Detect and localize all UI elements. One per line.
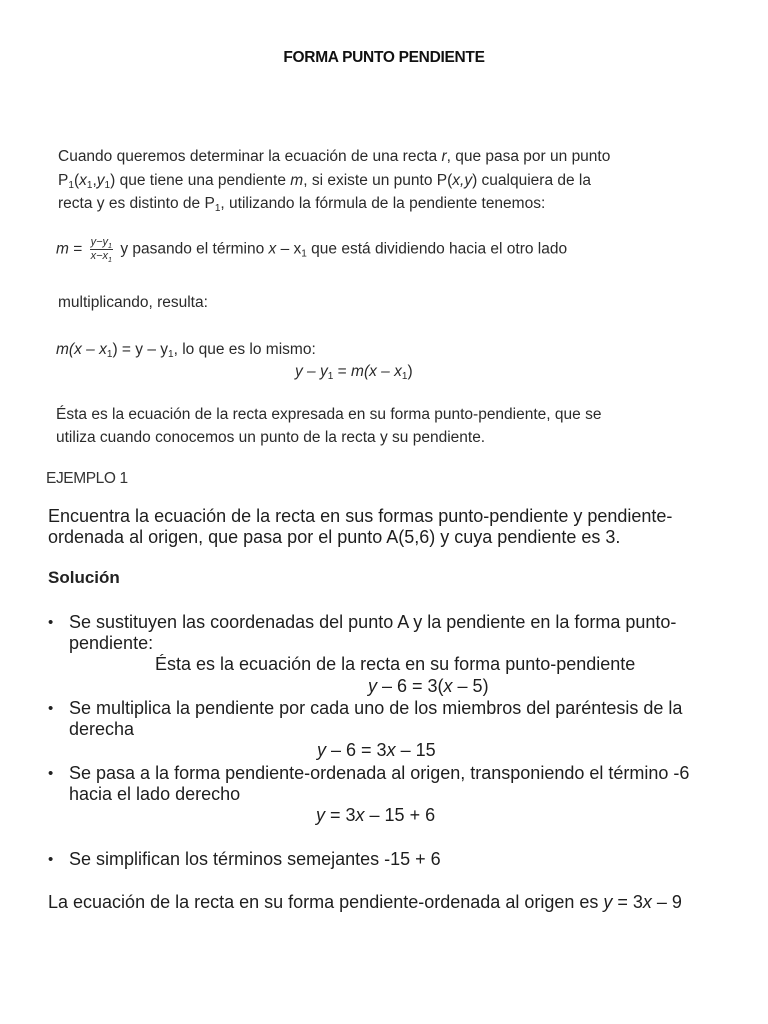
step-1-center-text: Ésta es la ecuación de la recta en su forma punto-pendiente bbox=[155, 654, 636, 674]
subscript: 1 bbox=[104, 180, 111, 191]
equation-1 bbox=[56, 341, 316, 359]
multiplicando-text: multiplicando, resulta: bbox=[58, 294, 208, 311]
text: ) = y – y bbox=[112, 341, 168, 358]
text: ) cualquiera de la bbox=[472, 172, 592, 189]
bullet-icon: • bbox=[48, 765, 54, 782]
page-title: FORMA PUNTO PENDIENTE bbox=[283, 49, 485, 66]
point-p: P bbox=[58, 172, 69, 189]
example-heading: EJEMPLO 1 bbox=[46, 470, 128, 487]
text: – x bbox=[276, 240, 302, 258]
text: ) bbox=[407, 363, 413, 380]
text: La ecuación de la recta en su forma pendiente-ordenada al origen es bbox=[48, 892, 604, 912]
subscript: 1 bbox=[68, 180, 74, 191]
step-3-line-2: hacia el lado derecho bbox=[69, 784, 241, 804]
intro-line-1 bbox=[58, 148, 610, 166]
var-x: x bbox=[79, 172, 87, 189]
intro-var-r: r bbox=[441, 148, 447, 165]
text: – 6 = 3( bbox=[377, 676, 444, 696]
var-x: x bbox=[642, 892, 652, 912]
text: – 15 bbox=[395, 740, 436, 760]
subscript: 1 bbox=[168, 349, 174, 360]
text: (x – x bbox=[68, 341, 107, 358]
subscript: 1 bbox=[108, 256, 113, 264]
var-x: x bbox=[443, 676, 453, 696]
var-y: y bbox=[317, 740, 326, 760]
paren: ) bbox=[110, 172, 116, 189]
var-x: x bbox=[355, 805, 365, 825]
final-statement bbox=[48, 892, 682, 913]
fraction-numerator bbox=[90, 236, 113, 250]
subscript: 1 bbox=[108, 242, 113, 250]
intro-line-1-text-a: Cuando queremos determinar la ecuación de una recta bbox=[58, 148, 442, 165]
var-m: m bbox=[351, 363, 364, 380]
step-2-line-1: Se multiplica la pendiente por cada uno de los miembros del paréntesis de la bbox=[69, 698, 683, 718]
problem-line-2: ordenada al origen, que pasa por el punto A(5,6) y cuya pendiente es 3. bbox=[48, 527, 621, 547]
bullet-icon: • bbox=[48, 614, 54, 631]
paren: ( bbox=[73, 172, 80, 189]
text: , lo que es lo mismo: bbox=[173, 341, 316, 358]
text: = bbox=[333, 363, 352, 380]
text: recta y es distinto de P bbox=[58, 195, 215, 212]
subscript: 1 bbox=[401, 371, 408, 382]
numerator-text: y−y bbox=[90, 236, 109, 248]
var-y: y bbox=[316, 805, 325, 825]
equals: = bbox=[68, 240, 87, 258]
subscript: 1 bbox=[214, 203, 221, 214]
var-x: x bbox=[268, 240, 277, 258]
slope-formula-line bbox=[56, 236, 567, 263]
solution-heading: Solución bbox=[48, 568, 120, 587]
step-4-line-1: Se simplifican los términos semejantes -15 + 6 bbox=[69, 849, 441, 869]
text: y – y bbox=[295, 363, 328, 380]
text: (x – x bbox=[363, 363, 402, 380]
step-1-equation bbox=[368, 676, 489, 697]
bullet-icon: • bbox=[48, 700, 54, 717]
equation-2 bbox=[295, 363, 413, 381]
var-y: y bbox=[96, 172, 105, 189]
comma: , bbox=[92, 172, 97, 189]
fraction-denominator bbox=[90, 250, 113, 263]
step-3-equation bbox=[316, 805, 435, 826]
text: que está dividiendo hacia el otro lado bbox=[306, 240, 568, 258]
step-1-line-1: Se sustituyen las coordenadas del punto A y la pendiente en la forma punto- bbox=[69, 612, 677, 632]
text: – 9 bbox=[651, 892, 682, 912]
denominator-text: x−x bbox=[90, 250, 109, 262]
step-2-equation bbox=[317, 740, 436, 761]
intro-line-3 bbox=[58, 195, 545, 213]
text: – 15 + 6 bbox=[364, 805, 436, 825]
text: – 6 = 3 bbox=[326, 740, 387, 760]
var-x: x bbox=[386, 740, 396, 760]
text: , si existe un punto P( bbox=[303, 172, 453, 189]
bullet-icon: • bbox=[48, 851, 54, 868]
text: que tiene una pendiente bbox=[115, 172, 291, 189]
var-y: y bbox=[368, 676, 377, 696]
text: – 5) bbox=[452, 676, 489, 696]
var-xy: x,y bbox=[452, 172, 473, 189]
step-2-line-2: derecha bbox=[69, 719, 135, 739]
text: , utilizando la fórmula de la pendiente tenemos: bbox=[220, 195, 546, 212]
var-m: m bbox=[56, 240, 69, 258]
var-m: m bbox=[56, 341, 69, 358]
closing-line-1: Ésta es la ecuación de la recta expresada en su forma punto-pendiente, que se bbox=[56, 406, 602, 423]
text: y pasando el término bbox=[116, 240, 269, 258]
intro-line-2 bbox=[58, 172, 591, 190]
subscript: 1 bbox=[327, 371, 334, 382]
closing-line-2: utiliza cuando conocemos un punto de la recta y su pendiente. bbox=[56, 429, 486, 446]
var-y: y bbox=[603, 892, 613, 912]
problem-line-1: Encuentra la ecuación de la recta en sus formas punto-pendiente y pendiente- bbox=[48, 506, 673, 526]
subscript: 1 bbox=[106, 349, 113, 360]
text: = 3 bbox=[612, 892, 643, 912]
intro-line-1-text-b: , que pasa por un punto bbox=[446, 148, 611, 165]
var-m: m bbox=[290, 172, 304, 189]
slope-fraction bbox=[90, 236, 113, 263]
step-3-line-1: Se pasa a la forma pendiente-ordenada al origen, transponiendo el término -6 bbox=[69, 763, 690, 783]
subscript: 1 bbox=[86, 180, 93, 191]
text: = 3 bbox=[325, 805, 356, 825]
step-1-line-2: pendiente: bbox=[69, 633, 154, 653]
subscript: 1 bbox=[301, 248, 307, 260]
